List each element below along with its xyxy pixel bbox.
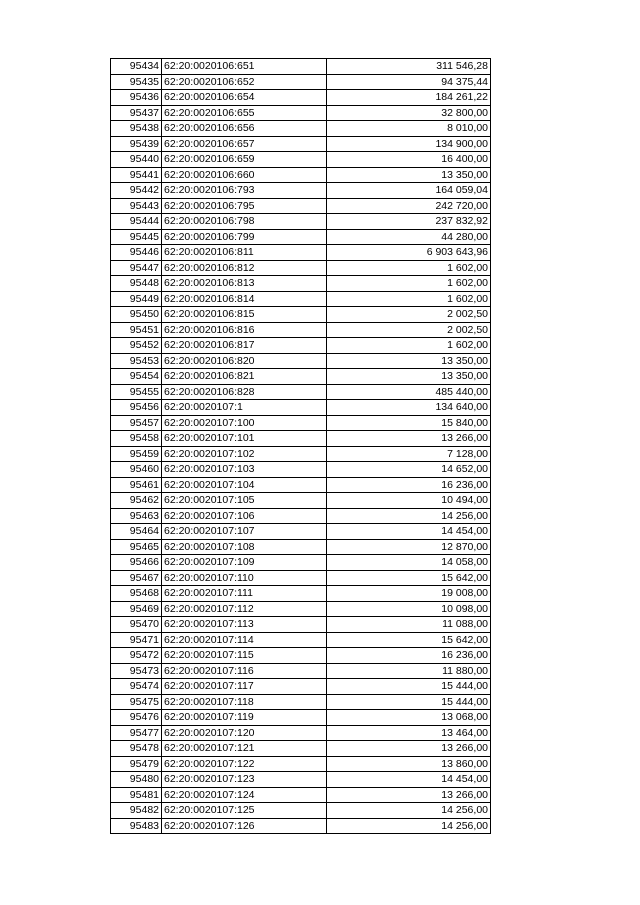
cadastral-number-cell: 62:20:0020106:813 (162, 276, 327, 292)
cadastral-number-cell: 62:20:0020106:799 (162, 229, 327, 245)
value-cell: 13 266,00 (327, 741, 491, 757)
value-cell: 16 400,00 (327, 152, 491, 168)
cadastral-number-cell: 62:20:0020107:101 (162, 431, 327, 447)
table-row (111, 787, 491, 803)
value-cell: 15 642,00 (327, 570, 491, 586)
table-row (111, 477, 491, 493)
table-row (111, 415, 491, 431)
row-id-cell: 95436 (111, 90, 162, 106)
cadastral-number-cell: 62:20:0020106:654 (162, 90, 327, 106)
row-id-cell: 95460 (111, 462, 162, 478)
value-cell: 14 454,00 (327, 524, 491, 540)
table-row (111, 555, 491, 571)
row-id-cell: 95465 (111, 539, 162, 555)
cadastral-number-cell: 62:20:0020107:110 (162, 570, 327, 586)
row-id-cell: 95480 (111, 772, 162, 788)
value-cell: 1 602,00 (327, 276, 491, 292)
row-id-cell: 95481 (111, 787, 162, 803)
row-id-cell: 95439 (111, 136, 162, 152)
value-cell: 94 375,44 (327, 74, 491, 90)
value-cell: 11 880,00 (327, 663, 491, 679)
row-id-cell: 95434 (111, 59, 162, 75)
row-id-cell: 95446 (111, 245, 162, 261)
table-row (111, 803, 491, 819)
cadastral-number-cell: 62:20:0020107:126 (162, 818, 327, 834)
table-row (111, 570, 491, 586)
value-cell: 311 546,28 (327, 59, 491, 75)
row-id-cell: 95470 (111, 617, 162, 633)
value-cell: 237 832,92 (327, 214, 491, 230)
cadastral-number-cell: 62:20:0020107:115 (162, 648, 327, 664)
value-cell: 6 903 643,96 (327, 245, 491, 261)
value-cell: 32 800,00 (327, 105, 491, 121)
cadastral-number-cell: 62:20:0020107:121 (162, 741, 327, 757)
value-cell: 134 900,00 (327, 136, 491, 152)
row-id-cell: 95474 (111, 679, 162, 695)
value-cell: 8 010,00 (327, 121, 491, 137)
table-row (111, 90, 491, 106)
row-id-cell: 95453 (111, 353, 162, 369)
row-id-cell: 95441 (111, 167, 162, 183)
value-cell: 13 860,00 (327, 756, 491, 772)
row-id-cell: 95454 (111, 369, 162, 385)
table-row (111, 663, 491, 679)
table-row (111, 121, 491, 137)
row-id-cell: 95452 (111, 338, 162, 354)
table-row (111, 291, 491, 307)
cadastral-number-cell: 62:20:0020106:798 (162, 214, 327, 230)
row-id-cell: 95473 (111, 663, 162, 679)
table-row (111, 818, 491, 834)
cadastral-number-cell: 62:20:0020107:102 (162, 446, 327, 462)
table-row (111, 369, 491, 385)
row-id-cell: 95442 (111, 183, 162, 199)
value-cell: 2 002,50 (327, 307, 491, 323)
value-cell: 15 840,00 (327, 415, 491, 431)
value-cell: 242 720,00 (327, 198, 491, 214)
cadastral-number-cell: 62:20:0020107:116 (162, 663, 327, 679)
row-id-cell: 95479 (111, 756, 162, 772)
table-row (111, 59, 491, 75)
cadastral-number-cell: 62:20:0020107:124 (162, 787, 327, 803)
row-id-cell: 95472 (111, 648, 162, 664)
cadastral-number-cell: 62:20:0020106:651 (162, 59, 327, 75)
cadastral-number-cell: 62:20:0020107:118 (162, 694, 327, 710)
value-cell: 1 602,00 (327, 260, 491, 276)
table-row (111, 260, 491, 276)
cadastral-number-cell: 62:20:0020106:811 (162, 245, 327, 261)
cadastral-number-cell: 62:20:0020106:816 (162, 322, 327, 338)
value-cell: 14 454,00 (327, 772, 491, 788)
row-id-cell: 95458 (111, 431, 162, 447)
cadastral-number-cell: 62:20:0020107:108 (162, 539, 327, 555)
table-row (111, 152, 491, 168)
row-id-cell: 95457 (111, 415, 162, 431)
row-id-cell: 95482 (111, 803, 162, 819)
value-cell: 12 870,00 (327, 539, 491, 555)
row-id-cell: 95443 (111, 198, 162, 214)
row-id-cell: 95451 (111, 322, 162, 338)
table-row (111, 338, 491, 354)
row-id-cell: 95456 (111, 400, 162, 416)
value-cell: 184 261,22 (327, 90, 491, 106)
table-row (111, 214, 491, 230)
table-row (111, 183, 491, 199)
value-cell: 16 236,00 (327, 648, 491, 664)
table-row (111, 322, 491, 338)
row-id-cell: 95475 (111, 694, 162, 710)
table-row (111, 400, 491, 416)
row-id-cell: 95440 (111, 152, 162, 168)
table-row (111, 586, 491, 602)
cadastral-number-cell: 62:20:0020107:122 (162, 756, 327, 772)
row-id-cell: 95463 (111, 508, 162, 524)
cadastral-number-cell: 62:20:0020107:104 (162, 477, 327, 493)
cadastral-number-cell: 62:20:0020106:821 (162, 369, 327, 385)
table-row (111, 756, 491, 772)
value-cell: 14 256,00 (327, 803, 491, 819)
cadastral-number-cell: 62:20:0020106:817 (162, 338, 327, 354)
table-row (111, 617, 491, 633)
value-cell: 14 058,00 (327, 555, 491, 571)
value-cell: 14 256,00 (327, 508, 491, 524)
value-cell: 1 602,00 (327, 291, 491, 307)
cadastral-number-cell: 62:20:0020106:660 (162, 167, 327, 183)
table-row (111, 694, 491, 710)
cadastral-value-table (110, 58, 491, 834)
cadastral-number-cell: 62:20:0020107:119 (162, 710, 327, 726)
row-id-cell: 95476 (111, 710, 162, 726)
value-cell: 2 002,50 (327, 322, 491, 338)
table-row (111, 276, 491, 292)
row-id-cell: 95459 (111, 446, 162, 462)
cadastral-number-cell: 62:20:0020107:111 (162, 586, 327, 602)
cadastral-number-cell: 62:20:0020106:655 (162, 105, 327, 121)
cadastral-number-cell: 62:20:0020106:656 (162, 121, 327, 137)
cadastral-number-cell: 62:20:0020106:815 (162, 307, 327, 323)
table-row (111, 105, 491, 121)
row-id-cell: 95466 (111, 555, 162, 571)
table-row (111, 307, 491, 323)
value-cell: 15 444,00 (327, 694, 491, 710)
row-id-cell: 95467 (111, 570, 162, 586)
cadastral-number-cell: 62:20:0020106:812 (162, 260, 327, 276)
cadastral-number-cell: 62:20:0020107:112 (162, 601, 327, 617)
row-id-cell: 95477 (111, 725, 162, 741)
row-id-cell: 95444 (111, 214, 162, 230)
cadastral-number-cell: 62:20:0020107:100 (162, 415, 327, 431)
table-row (111, 741, 491, 757)
cadastral-number-cell: 62:20:0020107:106 (162, 508, 327, 524)
row-id-cell: 95445 (111, 229, 162, 245)
value-cell: 10 098,00 (327, 601, 491, 617)
cadastral-number-cell: 62:20:0020106:828 (162, 384, 327, 400)
value-cell: 19 008,00 (327, 586, 491, 602)
table-body (111, 59, 491, 834)
value-cell: 11 088,00 (327, 617, 491, 633)
cadastral-number-cell: 62:20:0020107:103 (162, 462, 327, 478)
table-row (111, 601, 491, 617)
value-cell: 7 128,00 (327, 446, 491, 462)
row-id-cell: 95462 (111, 493, 162, 509)
cadastral-number-cell: 62:20:0020107:114 (162, 632, 327, 648)
cadastral-number-cell: 62:20:0020106:793 (162, 183, 327, 199)
table-row (111, 679, 491, 695)
value-cell: 10 494,00 (327, 493, 491, 509)
value-cell: 14 256,00 (327, 818, 491, 834)
cadastral-number-cell: 62:20:0020106:659 (162, 152, 327, 168)
row-id-cell: 95455 (111, 384, 162, 400)
value-cell: 15 444,00 (327, 679, 491, 695)
row-id-cell: 95447 (111, 260, 162, 276)
row-id-cell: 95438 (111, 121, 162, 137)
value-cell: 134 640,00 (327, 400, 491, 416)
cadastral-number-cell: 62:20:0020107:123 (162, 772, 327, 788)
value-cell: 13 350,00 (327, 353, 491, 369)
table-row (111, 198, 491, 214)
cadastral-number-cell: 62:20:0020106:652 (162, 74, 327, 90)
table-row (111, 508, 491, 524)
cadastral-number-cell: 62:20:0020107:125 (162, 803, 327, 819)
row-id-cell: 95469 (111, 601, 162, 617)
cadastral-number-cell: 62:20:0020106:795 (162, 198, 327, 214)
row-id-cell: 95483 (111, 818, 162, 834)
table-row (111, 772, 491, 788)
table-row (111, 493, 491, 509)
cadastral-number-cell: 62:20:0020107:1 (162, 400, 327, 416)
cadastral-number-cell: 62:20:0020107:120 (162, 725, 327, 741)
table-row (111, 725, 491, 741)
cadastral-number-cell: 62:20:0020106:820 (162, 353, 327, 369)
table-row (111, 229, 491, 245)
cadastral-number-cell: 62:20:0020107:107 (162, 524, 327, 540)
table-row (111, 648, 491, 664)
row-id-cell: 95468 (111, 586, 162, 602)
table-row (111, 384, 491, 400)
cadastral-number-cell: 62:20:0020107:113 (162, 617, 327, 633)
row-id-cell: 95464 (111, 524, 162, 540)
value-cell: 485 440,00 (327, 384, 491, 400)
value-cell: 44 280,00 (327, 229, 491, 245)
value-cell: 15 642,00 (327, 632, 491, 648)
table-row (111, 167, 491, 183)
table-row (111, 136, 491, 152)
cadastral-number-cell: 62:20:0020107:109 (162, 555, 327, 571)
value-cell: 13 266,00 (327, 431, 491, 447)
table-row (111, 632, 491, 648)
table-row (111, 431, 491, 447)
cadastral-number-cell: 62:20:0020106:657 (162, 136, 327, 152)
table-row (111, 245, 491, 261)
value-cell: 13 350,00 (327, 167, 491, 183)
value-cell: 13 266,00 (327, 787, 491, 803)
value-cell: 14 652,00 (327, 462, 491, 478)
row-id-cell: 95461 (111, 477, 162, 493)
value-cell: 13 350,00 (327, 369, 491, 385)
table-row (111, 710, 491, 726)
value-cell: 13 068,00 (327, 710, 491, 726)
table-row (111, 353, 491, 369)
value-cell: 164 059,04 (327, 183, 491, 199)
row-id-cell: 95448 (111, 276, 162, 292)
value-cell: 1 602,00 (327, 338, 491, 354)
table-row (111, 539, 491, 555)
row-id-cell: 95449 (111, 291, 162, 307)
row-id-cell: 95437 (111, 105, 162, 121)
table-row (111, 74, 491, 90)
row-id-cell: 95471 (111, 632, 162, 648)
row-id-cell: 95450 (111, 307, 162, 323)
row-id-cell: 95478 (111, 741, 162, 757)
value-cell: 16 236,00 (327, 477, 491, 493)
cadastral-number-cell: 62:20:0020106:814 (162, 291, 327, 307)
table-row (111, 462, 491, 478)
cadastral-number-cell: 62:20:0020107:105 (162, 493, 327, 509)
row-id-cell: 95435 (111, 74, 162, 90)
table-row (111, 524, 491, 540)
value-cell: 13 464,00 (327, 725, 491, 741)
cadastral-number-cell: 62:20:0020107:117 (162, 679, 327, 695)
table-row (111, 446, 491, 462)
